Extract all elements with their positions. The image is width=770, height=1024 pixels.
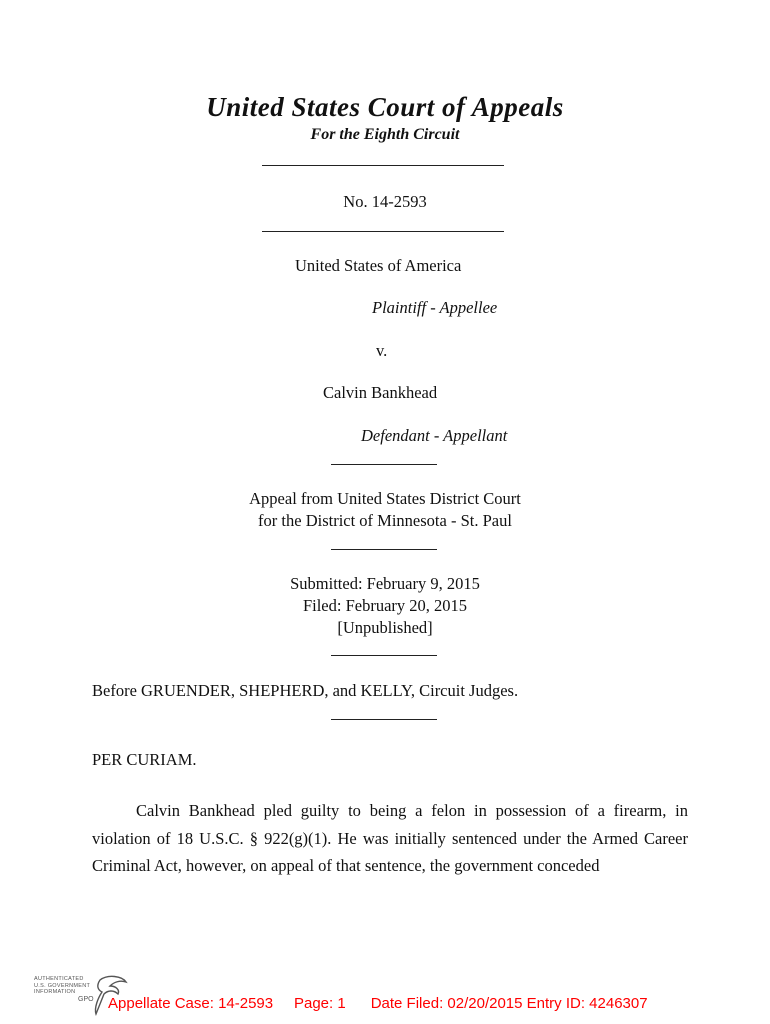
panel-judges: Before GRUENDER, SHEPHERD, and KELLY, Circuit Judges. xyxy=(92,681,519,700)
footer-case: Appellate Case: 14-2593 xyxy=(108,995,274,1012)
appeal-rule xyxy=(331,549,437,550)
case-number: No. 14-2593 xyxy=(343,192,427,211)
footer-entry-id: Entry ID: 4246307 xyxy=(526,995,648,1012)
footer-page: Page: 1 xyxy=(293,995,346,1012)
panel-rule xyxy=(331,719,437,720)
gpo-seal-text xyxy=(34,976,90,996)
dates-rule xyxy=(331,655,437,656)
defendant-name: Calvin Bankhead xyxy=(323,383,438,402)
filing-footer xyxy=(108,995,648,1012)
header-rule xyxy=(262,165,504,166)
filed-date: Filed: February 20, 2015 xyxy=(302,596,468,615)
defendant-role: Defendant - Appellant xyxy=(361,426,508,445)
opinion-paragraph-text: Calvin Bankhead pled guilty to being a felon in possession of a firearm, in violation of 18 U.S.C. § 922(g)(1). He was initially sentenced under the Armed Career Criminal Act, however, on appeal of that sentence, the government conceded xyxy=(92,801,688,875)
gpo-seal-line-3: INFORMATION xyxy=(34,989,76,996)
plaintiff-role: Plaintiff - Appellee xyxy=(372,298,498,317)
court-title: United States Court of Appeals xyxy=(206,92,564,122)
versus: v. xyxy=(376,341,388,360)
publication-status: [Unpublished] xyxy=(337,618,433,637)
gpo-seal-line-1: AUTHENTICATED xyxy=(34,976,84,982)
gpo-seal-line-2: U.S. GOVERNMENT xyxy=(34,982,91,989)
circuit-subtitle: For the Eighth Circuit xyxy=(310,126,460,143)
submitted-date: Submitted: February 9, 2015 xyxy=(290,574,480,593)
appeal-line-1: Appeal from United States District Court xyxy=(249,489,521,508)
gpo-mark: GPO xyxy=(78,996,94,1003)
plaintiff-name: United States of America xyxy=(295,256,462,275)
per-curiam-heading: PER CURIAM. xyxy=(92,750,197,769)
appeal-line-2: for the District of Minnesota - St. Paul xyxy=(258,511,512,530)
case-number-rule xyxy=(262,231,504,232)
opinion-paragraph xyxy=(92,797,688,880)
parties-rule xyxy=(331,464,437,465)
footer-date-filed: Date Filed: 02/20/2015 xyxy=(370,995,523,1012)
